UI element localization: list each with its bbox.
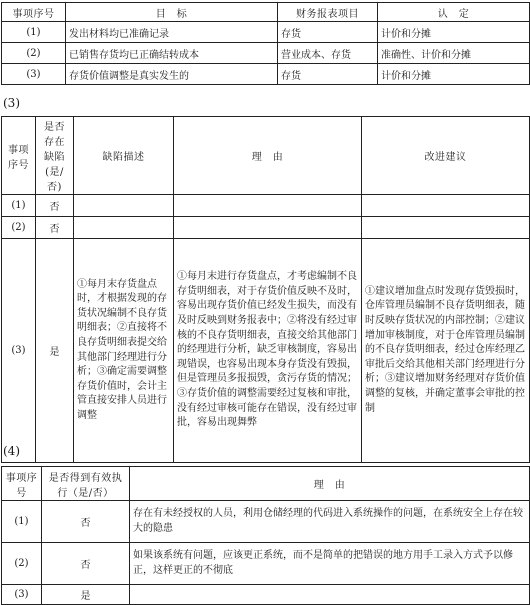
row-item: 存货 xyxy=(278,64,378,85)
row-assertion: 计价和分摊 xyxy=(378,64,530,85)
defect-table xyxy=(1,116,530,463)
row-effective: 是 xyxy=(42,585,130,605)
header-exists: 是否存在缺陷(是/否) xyxy=(36,117,74,195)
row-item: 营业成本、存货 xyxy=(278,43,378,64)
table-header-row xyxy=(2,467,530,501)
row-no: (1) xyxy=(2,22,66,43)
table-header-row xyxy=(2,117,530,195)
row-no: (3) xyxy=(2,239,36,463)
row-no: (3) xyxy=(2,64,66,85)
header-no: 事项序号 xyxy=(2,117,36,195)
row-no: (2) xyxy=(2,543,42,585)
table-row xyxy=(2,195,530,217)
row-no: (3) xyxy=(2,585,42,605)
row-reason: 存在有未经授权的人员，利用仓储经理的代码进入系统操作的问题，在系统安全上存在较大的隐患 xyxy=(130,501,530,543)
row-reason: 如果该系统有问题，应该更正系统，而不是简单的把错误的地方用手工录入方式予以修正，这样更正的不彻底 xyxy=(130,543,530,585)
row-effective: 否 xyxy=(42,543,130,585)
execution-table xyxy=(1,466,530,605)
table-row xyxy=(2,501,530,543)
row-exists: 否 xyxy=(36,195,74,217)
table-row xyxy=(2,22,530,43)
row-target: 已销售存货均已正确结转成本 xyxy=(66,43,278,64)
assertion-table xyxy=(1,2,530,85)
row-no: (1) xyxy=(2,501,42,543)
header-target: 目 标 xyxy=(66,3,278,22)
row-no: (1) xyxy=(2,195,36,217)
row-target: 存货价值调整是真实发生的 xyxy=(66,64,278,85)
table-row xyxy=(2,239,530,463)
row-defect xyxy=(74,195,174,217)
header-item: 财务报表项目 xyxy=(278,3,378,22)
row-suggest xyxy=(362,195,530,217)
row-reason: ①每月末进行存货盘点，才考虑编制不良存货明细表，对于存货价值反映不及时，容易出现存货价值已经发生损失，而没有及时反映到财务报表中；②将没有经过审核的不良存货明细表，直接交给其他部门的经理进行分析，缺乏审核制度，容易出现错误，也容易出现本身存货没有毁损，但是管理员多报损毁，贪污存货的情况；③存货价值的调整需要经过复核和审批，没有经过审核可能存在错误，没有经过审批，容易出现舞弊 xyxy=(174,239,362,463)
row-defect xyxy=(74,217,174,239)
row-exists: 否 xyxy=(36,217,74,239)
table-row xyxy=(2,585,530,605)
row-assertion: 计价和分摊 xyxy=(378,22,530,43)
table-row xyxy=(2,43,530,64)
row-assertion: 准确性、计价和分摊 xyxy=(378,43,530,64)
row-reason xyxy=(174,195,362,217)
row-exists: 是 xyxy=(36,239,74,463)
table-row xyxy=(2,217,530,239)
table-row xyxy=(2,64,530,85)
row-suggest: ①建议增加盘点时发现存货毁损时，仓库管理员编制不良存货明细表，随时反映存货状况的内部控制；②建议增加审核制度，对于仓库管理员编制的不良存货明细表，经过仓库经理乙审批后交给其他相关部门经理进行分析；③建议增加财务经理对存货价值调整的复核，并确定董事会审批的控制 xyxy=(362,239,530,463)
header-defect: 缺陷描述 xyxy=(74,117,174,195)
row-effective: 否 xyxy=(42,501,130,543)
header-effective: 是否得到有效执行（是/否） xyxy=(42,467,130,501)
row-target: 发出材料均已准确记录 xyxy=(66,22,278,43)
header-suggest: 改进建议 xyxy=(362,117,530,195)
header-no: 事项序号 xyxy=(2,467,42,501)
section-4-label: (4) xyxy=(3,444,20,458)
row-reason xyxy=(174,217,362,239)
row-no: (2) xyxy=(2,217,36,239)
header-reason: 理 由 xyxy=(130,467,530,501)
header-reason: 理 由 xyxy=(174,117,362,195)
table-row xyxy=(2,543,530,585)
row-defect: ①每月末存货盘点时，才根据发现的存货状况编制不良存货明细表；②直接将不良存货明细表提交给其他部门经理进行分析；③确定需要调整存货价值时，会计主管直接安排人员进行调整 xyxy=(74,239,174,463)
row-item: 存货 xyxy=(278,22,378,43)
header-assertion: 认 定 xyxy=(378,3,530,22)
row-suggest xyxy=(362,217,530,239)
section-3-label: (3) xyxy=(3,96,20,110)
table-header-row xyxy=(2,3,530,22)
row-reason xyxy=(130,585,530,605)
row-no: (2) xyxy=(2,43,66,64)
header-no: 事项序号 xyxy=(2,3,66,22)
